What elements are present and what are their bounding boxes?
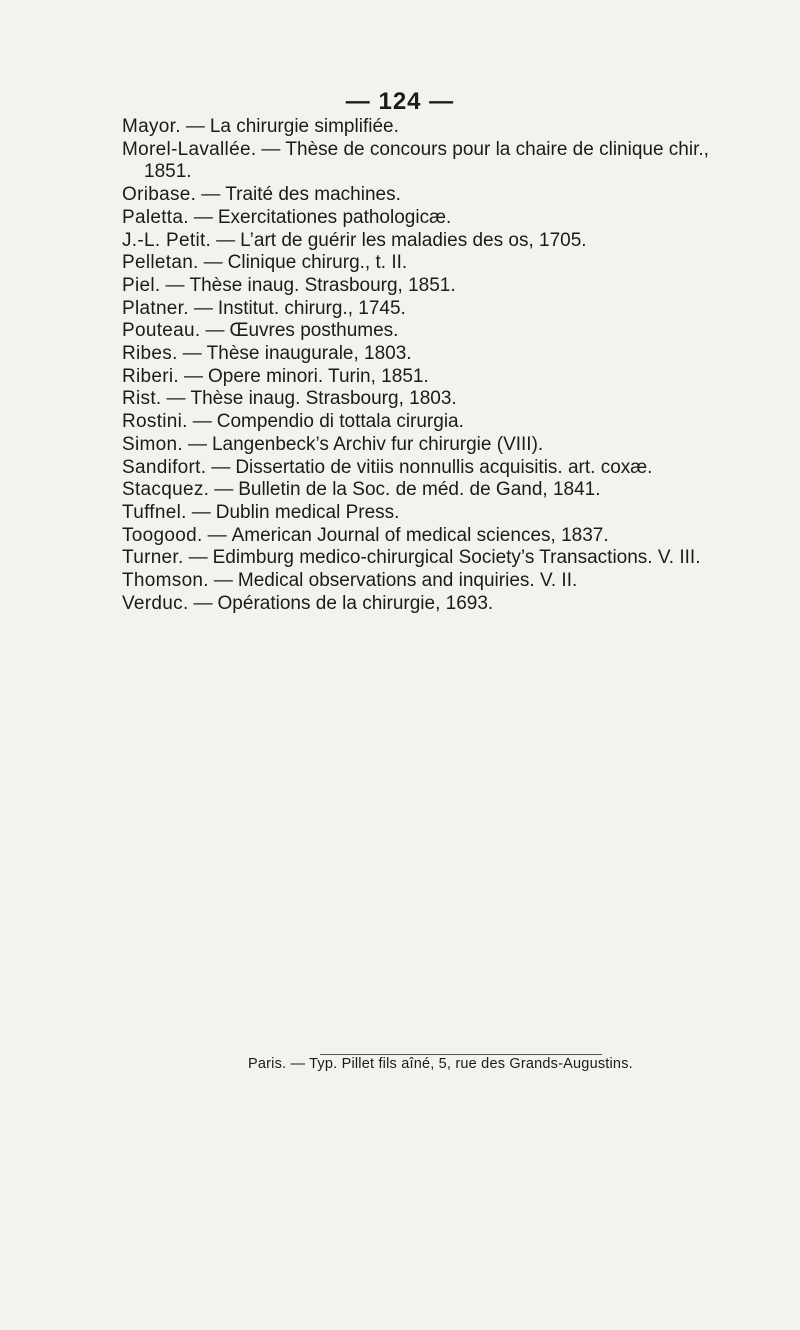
entry-author: Pouteau. xyxy=(122,320,201,342)
entry-title: Edimburg medico-chirurgical Society’s Transactions. V. III. xyxy=(212,547,701,569)
bibliography-entry: Platner. — Institut. chirurg., 1745. xyxy=(122,297,406,319)
bibliography-entry: Mayor. — La chirurgie simplifiée. xyxy=(122,116,399,137)
entry-author: Simon. xyxy=(122,433,183,455)
bibliography-entry: Pelletan. — Clinique chirurg., t. II. xyxy=(122,252,408,274)
entry-author: Tuffnel. xyxy=(122,501,187,523)
entry-author: Stacquez. xyxy=(122,479,210,501)
entry-author: Thomson. xyxy=(122,570,209,592)
entry-author: J.-L. Petit. xyxy=(122,229,212,251)
bibliography-entry: Thomson. — Medical observations and inquiries. V. II. xyxy=(122,570,578,592)
entry-title: Langenbeck’s Archiv fur chirurgie (VIII). xyxy=(211,433,544,455)
entry-title: Thèse inaugurale, 1803. xyxy=(206,343,412,365)
entry-title: American Journal of medical sciences, 1837. xyxy=(231,524,609,546)
entry-title: Dublin medical Press. xyxy=(215,501,400,523)
bibliography-entry: Turner. — Edimburg medico-chirurgical Society’s Transactions. V. III. xyxy=(122,547,701,569)
bibliography-entry: Oribase. — Traité des machines. xyxy=(122,184,401,206)
bibliography-entry: Piel. — Thèse inaug. Strasbourg, 1851. xyxy=(122,274,456,296)
entry-title: Compendio di tottala cirurgia. xyxy=(216,411,464,433)
entry-author: Verduc. xyxy=(122,592,189,614)
bibliography-entry: Paletta. — Exercitationes pathologicæ. xyxy=(122,206,452,228)
bibliography-entry: Rostini. — Compendio di tottala cirurgia. xyxy=(122,411,464,433)
bibliography-entry: Tuffnel. — Dublin medical Press. xyxy=(122,501,400,523)
entry-author: Rist. xyxy=(122,388,162,410)
entry-author: Toogood. xyxy=(122,524,203,546)
entry-title: Thèse inaug. Strasbourg, 1803. xyxy=(190,388,457,410)
entry-title: Exercitationes pathologicæ. xyxy=(217,206,452,228)
entry-title: La chirurgie simplifiée. xyxy=(209,116,399,137)
entry-author: Mayor. xyxy=(122,116,181,137)
entry-author: Sandifort. xyxy=(122,456,207,478)
entry-author: Rostini. xyxy=(122,411,188,433)
entry-title: Bulletin de la Soc. de méd. de Gand, 1841. xyxy=(238,479,601,501)
bibliography-entry: Rist. — Thèse inaug. Strasbourg, 1803. xyxy=(122,388,457,410)
printer-imprint: Paris. — Typ. Pillet fils aîné, 5, rue des Grands-Augustins. xyxy=(248,1056,633,1072)
bibliography-entry: Verduc. — Opérations de la chirurgie, 1693. xyxy=(122,592,494,614)
entry-author: Riberi. xyxy=(122,365,180,387)
entry-title: Thèse inaug. Strasbourg, 1851. xyxy=(189,274,456,296)
bibliography-entry: Riberi. — Opere minori. Turin, 1851. xyxy=(122,365,429,387)
entry-title: Opere minori. Turin, 1851. xyxy=(208,365,429,387)
bibliography-list xyxy=(122,116,742,615)
entry-author: Pelletan. xyxy=(122,252,199,274)
bibliography-entry: Sandifort. — Dissertatio de vitiis nonnullis acquisitis. art. coxæ. xyxy=(122,456,653,478)
entry-author: Platner. xyxy=(122,297,189,319)
bibliography-entry: Toogood. — American Journal of medical sciences, 1837. xyxy=(122,524,609,546)
entry-title: Clinique chirurg., t. II. xyxy=(227,252,408,274)
entry-title: Opérations de la chirurgie, 1693. xyxy=(217,592,494,614)
footer-rule xyxy=(320,1054,602,1055)
entry-title: Œuvres posthumes. xyxy=(229,320,399,342)
page-number: — 124 — xyxy=(345,88,455,115)
bibliography-entry: Stacquez. — Bulletin de la Soc. de méd. de Gand, 1841. xyxy=(122,479,601,501)
entry-author: Turner. xyxy=(122,547,184,569)
entry-title: Traité des machines. xyxy=(225,184,401,206)
entry-author: Ribes. xyxy=(122,343,178,365)
bibliography-entry: Ribes. — Thèse inaugurale, 1803. xyxy=(122,343,412,365)
entry-title: Dissertatio de vitiis nonnullis acquisitis. art. coxæ. xyxy=(235,456,653,478)
bibliography-entry: Pouteau. — Œuvres posthumes. xyxy=(122,320,399,342)
entry-title: Thèse de concours pour la chaire de clinique chir., 1851. xyxy=(144,138,709,183)
entry-title: Institut. chirurg., 1745. xyxy=(217,297,406,319)
entry-author: Morel-Lavallée. xyxy=(122,138,257,160)
entry-author: Oribase. xyxy=(122,184,197,206)
entry-author: Piel. xyxy=(122,274,161,296)
bibliography-entry: Morel-Lavallée. — Thèse de concours pour la chaire de clinique chir., 1851. xyxy=(122,138,709,183)
bibliography-entry: Simon. — Langenbeck’s Archiv fur chirurgie (VIII). xyxy=(122,433,544,455)
entry-title: L’art de guérir les maladies des os, 1705. xyxy=(240,229,587,251)
bibliography-entry: J.-L. Petit. — L’art de guérir les maladies des os, 1705. xyxy=(122,229,587,251)
entry-title: Medical observations and inquiries. V. II. xyxy=(237,570,578,592)
entry-author: Paletta. xyxy=(122,206,189,228)
